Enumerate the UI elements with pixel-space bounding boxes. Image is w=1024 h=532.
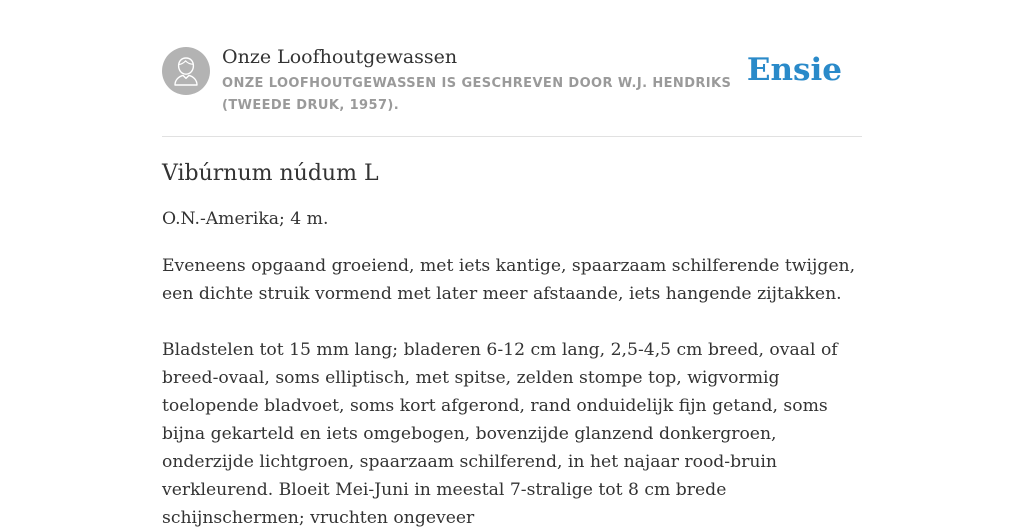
- user-silhouette-icon: [162, 47, 210, 95]
- paragraph-spacer: [162, 233, 862, 252]
- entry-paragraph-2: Bladstelen tot 15 mm lang; bladeren 6-12 cm lang, 2,5-4,5 cm breed, ovaal of breed-ovaal, soms elliptisch, met spitse, zelden stompe top, wigvormig toelopende bladvoet, soms kort afgerond, rand onduidelijk fijn getand, soms bijna gekarteld en iets omgebogen, bovenzijde glanzend donkergroen, onderzijde lichtgroen, spaarzaam schilferend, in het najaar rood-bruin verkleurend. Bloeit Mei-Juni in meestal 7-stralige tot 8 cm brede schijnschermen; vruchten ongeveer: [162, 340, 838, 528]
- source-description: ONZE LOOFHOUTGEWASSEN IS GESCHREVEN DOOR W.J. HENDRIKS (TWEEDE DRUK, 1957).: [222, 76, 732, 113]
- ensie-logo[interactable]: Ensie: [746, 52, 842, 88]
- source-header: [162, 44, 862, 137]
- source-avatar[interactable]: [162, 47, 210, 95]
- entry-paragraph-1: Eveneens opgaand groeiend, met iets kantige, spaarzaam schilferende twijgen, een dichte struik vormend met later meer afstaande, iets hangende zijtakken.: [162, 256, 856, 304]
- article-content: [162, 155, 862, 532]
- source-title[interactable]: Onze Loofhoutgewassen: [222, 46, 458, 68]
- entry-title: Vibúrnum núdum L: [162, 161, 379, 186]
- paragraph-spacer: [162, 308, 862, 336]
- entry-origin: O.N.-Amerika; 4 m.: [162, 209, 329, 229]
